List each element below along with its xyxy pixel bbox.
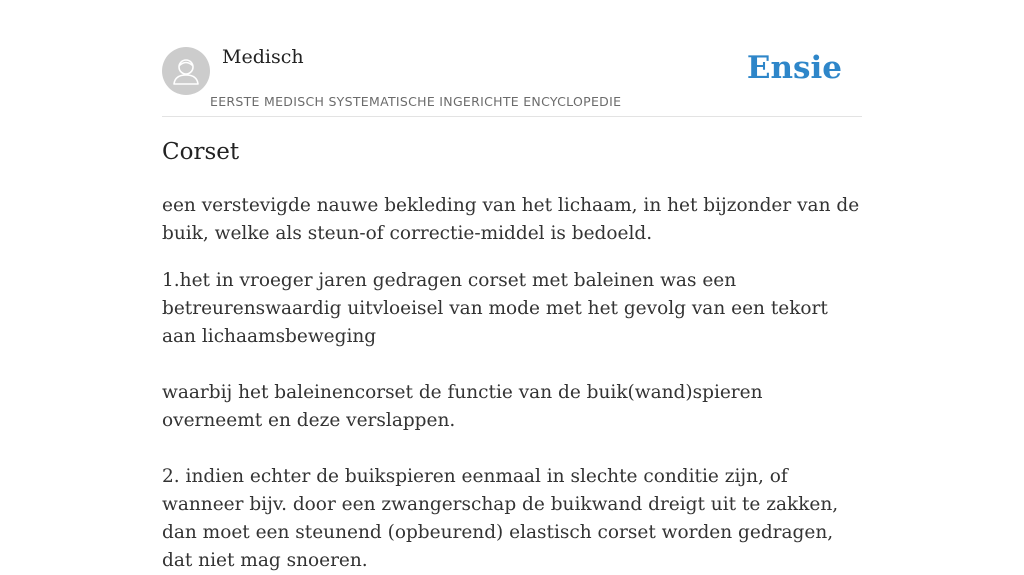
article-paragraph: 2. indien echter de buikspieren eenmaal in slechte conditie zijn, of wanneer bijv. door een zwangerschap de buikwand dreigt uit te zakken, dan moet een steunend (opbeurend) elastisch corset worden gedragen, dat niet mag snoeren.: [162, 466, 839, 571]
article-title: Corset: [162, 139, 240, 165]
site-subtitle: EERSTE MEDISCH SYSTEMATISCHE INGERICHTE ENCYCLOPEDIE: [210, 94, 622, 109]
article-paragraph: een verstevigde nauwe bekleding van het lichaam, in het bijzonder van de buik, welke als steun-of correctie-middel is bedoeld.: [162, 195, 860, 244]
article-paragraph: 1.het in vroeger jaren gedragen corset met baleinen was een betreurenswaardig uitvloeisel van mode met het gevolg van een tekort aan lichaamsbeweging: [162, 270, 828, 347]
paragraph-spacer: [162, 435, 867, 463]
article-paragraph: waarbij het baleinencorset de functie van de buik(wand)spieren overneemt en deze verslappen.: [162, 382, 763, 431]
user-icon: [162, 47, 210, 95]
brand-logo[interactable]: Ensie: [746, 50, 842, 86]
article-body: [162, 192, 867, 575]
author-name[interactable]: Medisch: [222, 46, 304, 68]
author-avatar[interactable]: [162, 47, 210, 95]
paragraph-spacer: [162, 351, 867, 379]
header: [162, 0, 862, 117]
